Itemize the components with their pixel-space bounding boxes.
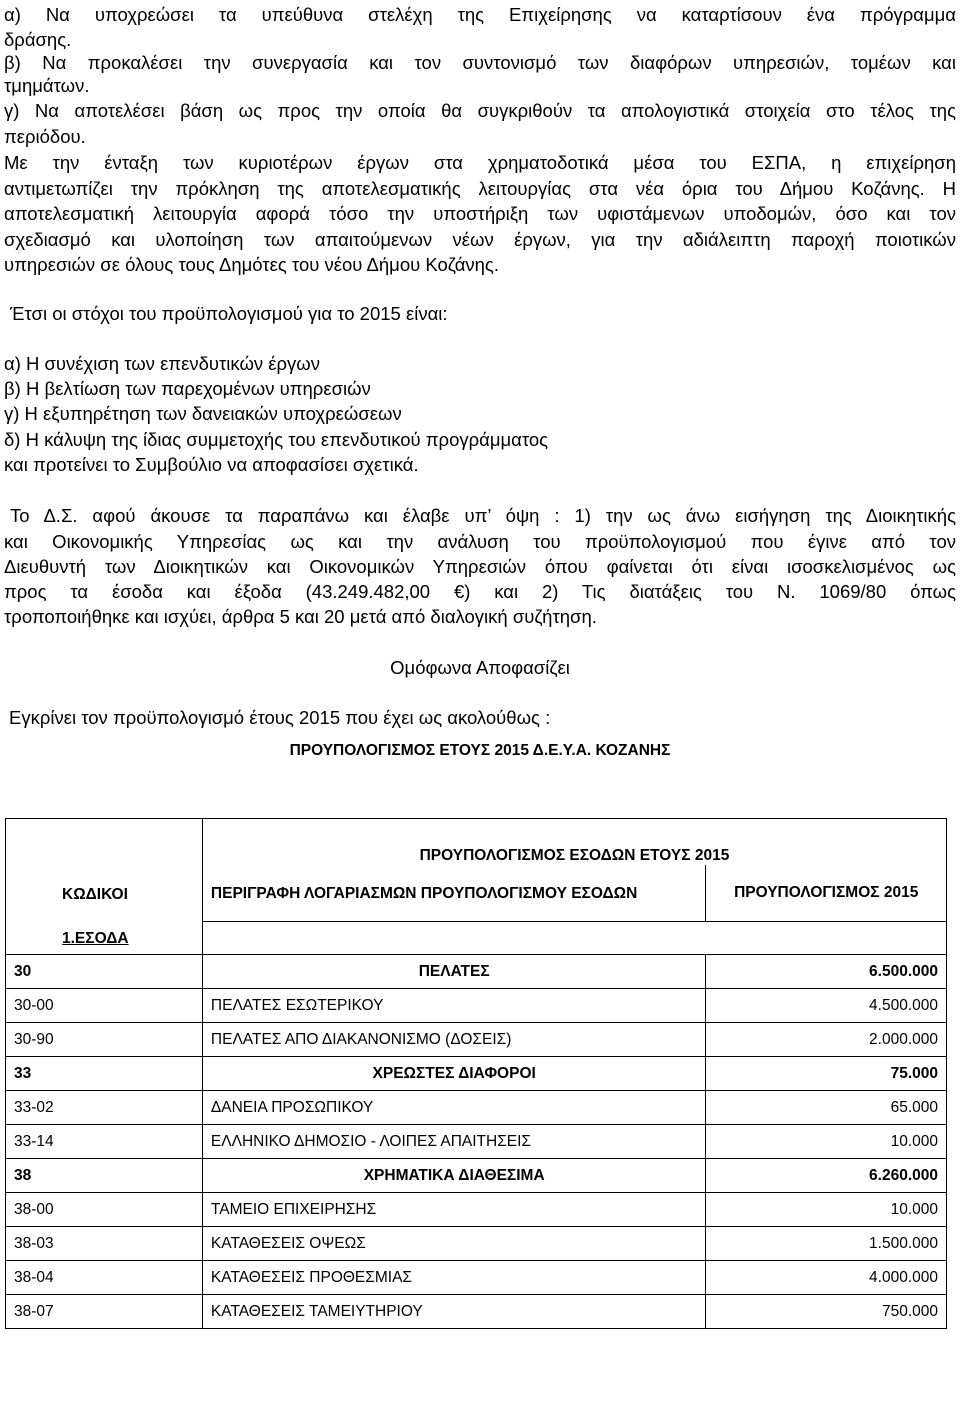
- row-description: ΔΑΝΕΙΑ ΠΡΟΣΩΠΙΚΟΥ: [202, 1091, 706, 1125]
- table-row: [6, 955, 947, 989]
- header-title-cell: [202, 819, 946, 866]
- paragraph-1-line-4: σχεδιασμό και υλοποίηση των απαιτούμενων νέων έργων, για την αδιάλειπτη παροχή ποιοτικών: [4, 229, 956, 250]
- table-row: [6, 1295, 947, 1329]
- table-row: [6, 1125, 947, 1159]
- row-description: ΠΕΛΑΤΕΣ: [202, 955, 706, 989]
- budget-table: [5, 818, 947, 1329]
- goal-a: α) Η συνέχιση των επενδυτικών έργων: [4, 353, 320, 374]
- row-code: 38: [6, 1159, 203, 1193]
- row-amount: 10.000: [706, 1125, 947, 1159]
- row-amount: 4.000.000: [706, 1261, 947, 1295]
- row-description: ΠΕΛΑΤΕΣ ΑΠΟ ΔΙΑΚΑΝΟΝΙΣΜΟ (ΔΟΣΕΙΣ): [202, 1023, 706, 1057]
- row-code: 38-07: [6, 1295, 203, 1329]
- goal-c: γ) Η εξυπηρέτηση των δανειακών υποχρεώσεων: [4, 403, 402, 424]
- table-header-title-row: [6, 819, 947, 866]
- paragraph-2-line-2: και Οικονομικής Υπηρεσίας ως και την ανάλυση του προϋπολογισμού που έγινε από τον: [4, 531, 956, 552]
- row-amount: 4.500.000: [706, 989, 947, 1023]
- row-code: 30-90: [6, 1023, 203, 1057]
- table-row: [6, 1193, 947, 1227]
- paragraph-2-line-5: τροποποιήθηκε και ισχύει, άρθρα 5 και 20 μετά από διαλογική συζήτηση.: [4, 606, 597, 627]
- row-amount: 1.500.000: [706, 1227, 947, 1261]
- table-row: [6, 1023, 947, 1057]
- row-description: ΧΡΗΜΑΤΙΚΑ ΔΙΑΘΕΣΙΜΑ: [202, 1159, 706, 1193]
- table-row: [6, 1057, 947, 1091]
- row-amount: 2.000.000: [706, 1023, 947, 1057]
- paragraph-1-line-3: αποτελεσματική λειτουργία αφορά τόσο την υποστήριξη των υφιστάμενων υποδομών, όσο και τον: [4, 203, 956, 224]
- row-description: ΕΛΛΗΝΙΚΟ ΔΗΜΟΣΙΟ - ΛΟΙΠΕΣ ΑΠΑΙΤΗΣΕΙΣ: [202, 1125, 706, 1159]
- budget-heading: ΠΡΟΥΠΟΛΟΓΙΣΜΟΣ ΕΤΟΥΣ 2015 Δ.Ε.Υ.Α. ΚΟΖΑΝΗΣ: [289, 742, 671, 759]
- row-amount: 6.260.000: [706, 1159, 947, 1193]
- paragraph-1-line-2: αντιμετωπίζει την πρόκληση της αποτελεσματικής λειτουργίας στα νέα όρια του Δήμου Κοζάνης. Η: [4, 178, 956, 199]
- table-title: ΠΡΟΥΠΟΛΟΓΙΣΜΟΣ ΕΣΟΔΩΝ ΕΤΟΥΣ 2015: [419, 847, 730, 864]
- column-header-budget: ΠΡΟΥΠΟΛΟΓΙΣΜΟΣ 2015: [734, 884, 919, 901]
- row-description: ΤΑΜΕΙΟ ΕΠΙΧΕΙΡΗΣΗΣ: [202, 1193, 706, 1227]
- row-amount: 75.000: [706, 1057, 947, 1091]
- decision-approve-text: Εγκρίνει τον προϋπολογισμό έτους 2015 που έχει ως ακολούθως :: [9, 707, 551, 728]
- intro-line-c: γ) Να αποτελέσει βάση ως προς την οποία θα συγκριθούν τα απολογιστικά στοιχεία στο τέλος της: [4, 100, 956, 121]
- row-description: ΠΕΛΑΤΕΣ ΕΣΩΤΕΡΙΚΟΥ: [202, 989, 706, 1023]
- section-label: 1.ΕΣΟΔΑ: [62, 930, 129, 947]
- row-code: 33-14: [6, 1125, 203, 1159]
- column-header-code: ΚΩΔΙΚΟΙ: [62, 886, 128, 903]
- row-amount: 10.000: [706, 1193, 947, 1227]
- intro-line-b: β) Να προκαλέσει την συνεργασία και τον συντονισμό των διαφόρων υπηρεσιών, τομέων και: [4, 52, 956, 73]
- header-desc-cell: [202, 865, 706, 922]
- row-amount: 65.000: [706, 1091, 947, 1125]
- goals-intro: Έτσι οι στόχοι του προϋπολογισμού για το 2015 είναι:: [10, 303, 448, 324]
- row-code: 33-02: [6, 1091, 203, 1125]
- goal-d: δ) Η κάλυψη της ίδιας συμμετοχής του επενδυτικού προγράμματος: [4, 429, 549, 450]
- row-description: ΧΡΕΩΣΤΕΣ ΔΙΑΦΟΡΟΙ: [202, 1057, 706, 1091]
- decision-title: Ομόφωνα Αποφασίζει: [390, 657, 570, 678]
- goals-closing: και προτείνει το Συμβούλιο να αποφασίσει σχετικά.: [4, 454, 419, 475]
- paragraph-2-line-4: προς τα έσοδα και έξοδα (43.249.482,00 €) και 2) Τις διατάξεις του Ν. 1069/80 όπως: [4, 581, 956, 602]
- table-row: [6, 1091, 947, 1125]
- intro-line-a-cont: δράσης.: [4, 29, 72, 50]
- row-code: 38-03: [6, 1227, 203, 1261]
- goal-b: β) Η βελτίωση των παρεχομένων υπηρεσιών: [4, 378, 371, 399]
- paragraph-1-line-1: Με την ένταξη των κυριοτέρων έργων στα χρηματοδοτικά μέσα του ΕΣΠΑ, η επιχείρηση: [4, 152, 956, 173]
- paragraph-2-line-3: Διευθυντή των Διοικητικών και Οικονομικών Υπηρεσιών όπου φαίνεται ότι είναι ισοσκελισμένος ως: [4, 556, 956, 577]
- row-amount: 6.500.000: [706, 955, 947, 989]
- row-description: ΚΑΤΑΘΕΣΕΙΣ ΟΨΕΩΣ: [202, 1227, 706, 1261]
- intro-line-c-cont: περιόδου.: [4, 126, 86, 147]
- table-row: [6, 989, 947, 1023]
- table-row: [6, 1261, 947, 1295]
- column-header-description: ΠΕΡΙΓΡΑΦΗ ΛΟΓΑΡΙΑΣΜΩΝ ΠΡΟΥΠΟΛΟΓΙΣΜΟΥ ΕΣΟΔΩΝ: [210, 884, 638, 902]
- intro-line-b-cont: τμημάτων.: [4, 75, 90, 96]
- intro-line-a: α) Να υποχρεώσει τα υπεύθυνα στελέχη της Επιχείρησης να καταρτίσουν ένα πρόγραμμα: [4, 4, 956, 25]
- row-code: 38-04: [6, 1261, 203, 1295]
- row-description: ΚΑΤΑΘΕΣΕΙΣ ΤΑΜΕΙΥΤΗΡΙΟΥ: [202, 1295, 706, 1329]
- header-code-cell: [6, 819, 203, 955]
- paragraph-2-line-1: Το Δ.Σ. αφού άκουσε τα παραπάνω και έλαβε υπ’ όψη : 1) την ως άνω εισήγηση της Διοικητικής: [10, 505, 956, 526]
- row-code: 30: [6, 955, 203, 989]
- paragraph-1-line-5: υπηρεσιών σε όλους τους Δημότες του νέου Δήμου Κοζάνης.: [4, 254, 499, 275]
- row-amount: 750.000: [706, 1295, 947, 1329]
- table-row: [6, 1227, 947, 1261]
- table-row: [6, 1159, 947, 1193]
- header-spacer-cell: [202, 922, 946, 955]
- header-budget-cell: [706, 865, 947, 922]
- row-code: 30-00: [6, 989, 203, 1023]
- row-description: ΚΑΤΑΘΕΣΕΙΣ ΠΡΟΘΕΣΜΙΑΣ: [202, 1261, 706, 1295]
- row-code: 38-00: [6, 1193, 203, 1227]
- row-code: 33: [6, 1057, 203, 1091]
